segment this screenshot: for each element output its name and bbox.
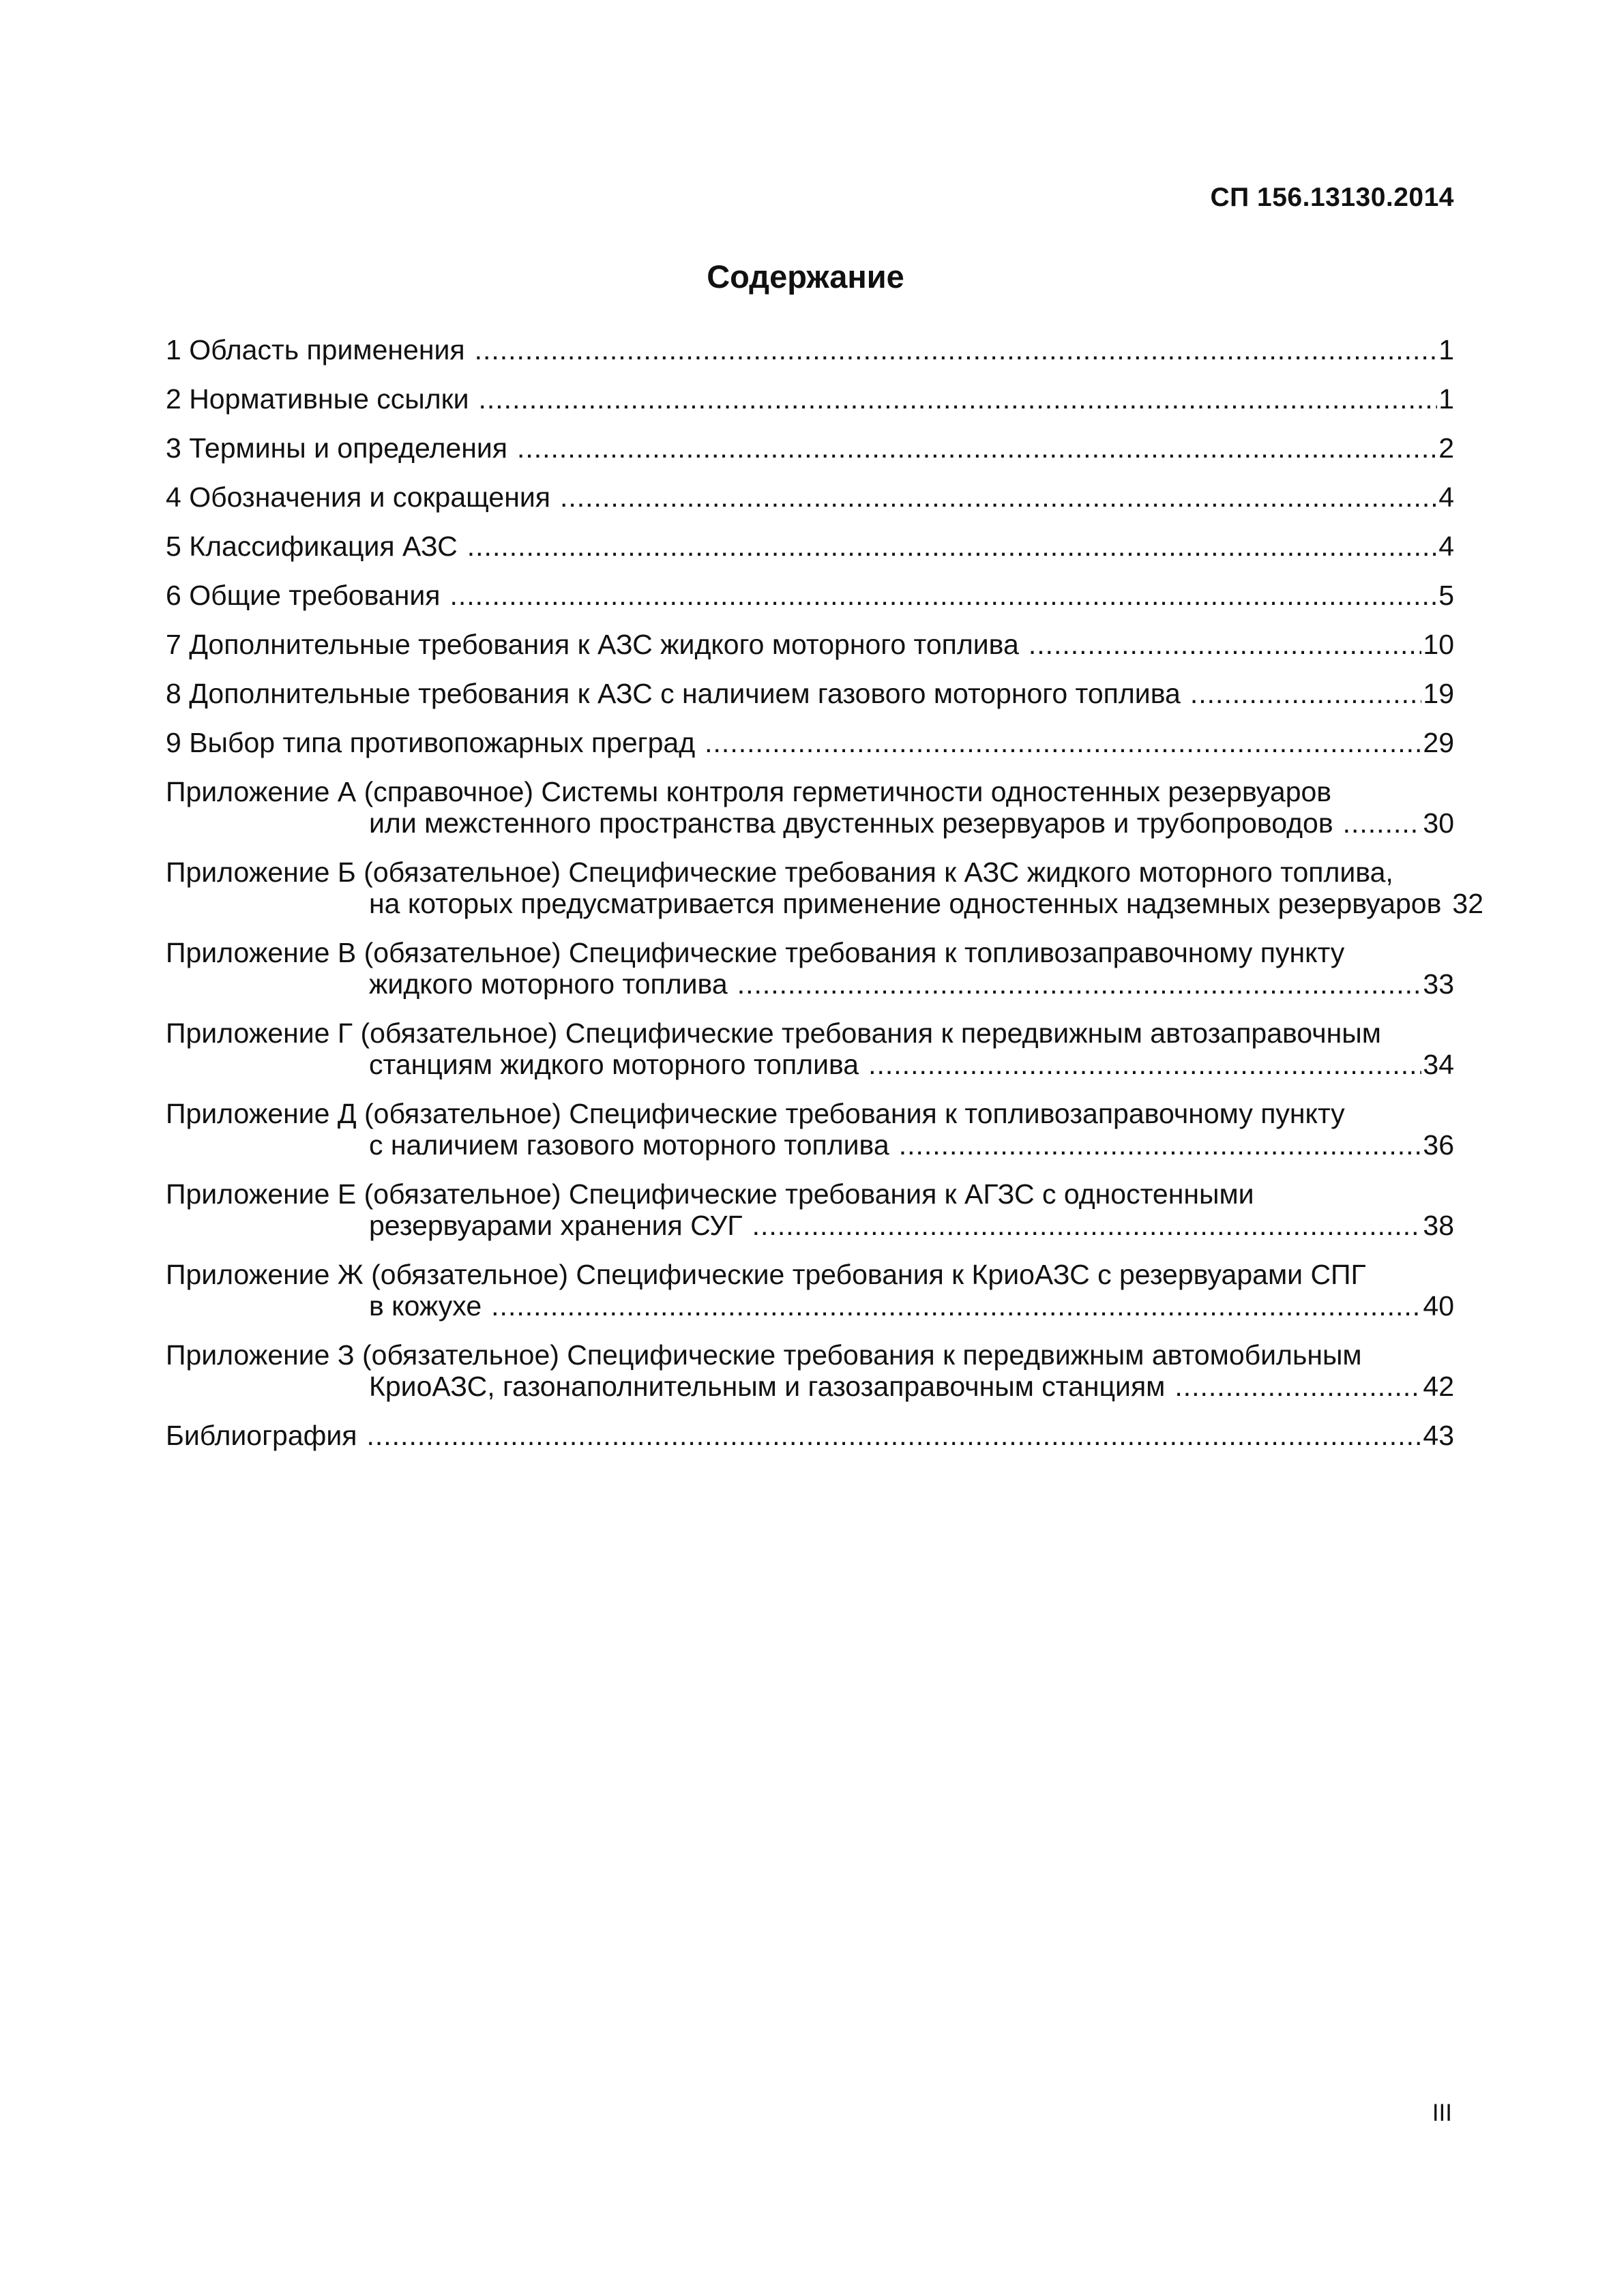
toc-page-number: 36 xyxy=(1423,1129,1454,1161)
toc-entry[interactable] xyxy=(166,678,1454,709)
toc-entry-text: или межстенного пространства двустенных резервуаров и трубопроводов xyxy=(369,807,1333,839)
toc-entry-text: 1 Область применения xyxy=(166,334,465,366)
toc-entry-line xyxy=(166,580,1454,611)
toc-entry-text: 7 Дополнительные требования к АЗС жидкого моторного топлива xyxy=(166,629,1019,660)
dot-leader xyxy=(517,432,1437,464)
toc-entry[interactable] xyxy=(166,383,1454,415)
toc-page-number: 4 xyxy=(1438,531,1454,562)
dot-leader xyxy=(1174,1371,1421,1402)
toc-entry[interactable] xyxy=(166,1339,1454,1402)
toc-page-number: 1 xyxy=(1438,383,1454,415)
toc-entry-text: 9 Выбор типа противопожарных преград xyxy=(166,727,696,758)
dot-leader xyxy=(479,383,1438,415)
toc-entry-line xyxy=(166,383,1454,415)
toc-entry-text: 4 Обозначения и сокращения xyxy=(166,481,550,513)
dot-leader xyxy=(752,1210,1422,1241)
toc-entry-text: Приложение Ж (обязательное) Специфические требования к КриоАЗС с резервуарами СПГ xyxy=(166,1259,1366,1290)
toc-entry-text: Приложение Д (обязательное) Специфические требования к топливозаправочному пункту xyxy=(166,1098,1345,1129)
toc-entry[interactable] xyxy=(166,937,1454,1000)
toc-entry-line xyxy=(166,1129,1454,1161)
dot-leader xyxy=(1343,807,1422,839)
toc-entry-text: 5 Классификация АЗС xyxy=(166,531,458,562)
toc-page-number: 1 xyxy=(1438,334,1454,366)
dot-leader xyxy=(560,481,1437,513)
toc-entry[interactable] xyxy=(166,629,1454,660)
toc-entry-line xyxy=(166,727,1454,758)
toc-entry[interactable] xyxy=(166,1178,1454,1241)
toc-entry[interactable] xyxy=(166,1420,1454,1451)
table-of-contents xyxy=(166,334,1484,1451)
toc-entry[interactable] xyxy=(166,580,1454,611)
dot-leader xyxy=(737,968,1422,1000)
toc-entry-line xyxy=(166,888,1484,919)
toc-page-number: 34 xyxy=(1423,1049,1454,1080)
toc-page-number: 4 xyxy=(1438,481,1454,513)
toc-entry[interactable] xyxy=(166,776,1454,839)
toc-entry[interactable] xyxy=(166,531,1454,562)
toc-entry-text: 6 Общие требования xyxy=(166,580,441,611)
toc-entry-line xyxy=(166,432,1454,464)
toc-entry-text: Библиография xyxy=(166,1420,357,1451)
toc-entry-line xyxy=(166,807,1454,839)
toc-entry[interactable] xyxy=(166,1259,1454,1322)
toc-entry-line xyxy=(166,334,1454,366)
dot-leader xyxy=(899,1129,1422,1161)
toc-page-number: 33 xyxy=(1423,968,1454,1000)
toc-entry-line xyxy=(166,1420,1454,1451)
toc-page-number: 30 xyxy=(1423,807,1454,839)
toc-entry-line xyxy=(166,629,1454,660)
toc-entry-text: 3 Термины и определения xyxy=(166,432,507,464)
dot-leader xyxy=(467,531,1437,562)
toc-entry-line xyxy=(166,968,1454,1000)
toc-entry-line xyxy=(166,678,1454,709)
toc-entry-text: Приложение Е (обязательное) Специфические требования к АГЗС с одностенными xyxy=(166,1178,1254,1210)
toc-entry-text: КриоАЗС, газонаполнительным и газозаправочным станциям xyxy=(369,1371,1166,1402)
toc-entry-text: 8 Дополнительные требования к АЗС с наличием газового моторного топлива xyxy=(166,678,1181,709)
document-code: СП 156.13130.2014 xyxy=(1210,183,1454,212)
toc-entry-text: Приложение В (обязательное) Специфические требования к топливозаправочному пункту xyxy=(166,937,1345,968)
toc-entry[interactable] xyxy=(166,856,1484,919)
page-number: III xyxy=(1432,2100,1452,2126)
dot-leader xyxy=(1029,629,1422,660)
dot-leader xyxy=(449,580,1437,611)
toc-entry[interactable] xyxy=(166,334,1454,366)
toc-entry-text: Приложение А (справочное) Системы контроля герметичности одностенных резервуаров xyxy=(166,776,1332,807)
dot-leader xyxy=(1190,678,1422,709)
toc-page-number: 40 xyxy=(1423,1290,1454,1322)
toc-title: Содержание xyxy=(707,258,904,295)
toc-page-number: 19 xyxy=(1423,678,1454,709)
dot-leader xyxy=(491,1290,1421,1322)
toc-entry-line xyxy=(166,1049,1454,1080)
toc-entry-text: с наличием газового моторного топлива xyxy=(369,1129,889,1161)
toc-entry-text: Приложение Б (обязательное) Специфические требования к АЗС жидкого моторного топлива, xyxy=(166,856,1393,888)
dot-leader xyxy=(705,727,1421,758)
toc-entry-line xyxy=(166,531,1454,562)
toc-entry-line xyxy=(166,1290,1454,1322)
toc-entry[interactable] xyxy=(166,481,1454,513)
toc-page-number: 32 xyxy=(1452,888,1484,919)
dot-leader xyxy=(366,1420,1421,1451)
toc-entry-text: в кожухе xyxy=(369,1290,482,1322)
toc-entry-text: 2 Нормативные ссылки xyxy=(166,383,469,415)
toc-entry-line xyxy=(166,1371,1454,1402)
toc-page-number: 38 xyxy=(1423,1210,1454,1241)
toc-entry-text: резервуарами хранения СУГ xyxy=(369,1210,743,1241)
toc-entry[interactable] xyxy=(166,432,1454,464)
toc-entry[interactable] xyxy=(166,1017,1454,1080)
dot-leader xyxy=(475,334,1438,366)
toc-entry[interactable] xyxy=(166,727,1454,758)
toc-page-number: 10 xyxy=(1423,629,1454,660)
dot-leader xyxy=(868,1049,1421,1080)
toc-entry[interactable] xyxy=(166,1098,1454,1161)
toc-entry-line xyxy=(166,481,1454,513)
toc-entry-text: жидкого моторного топлива xyxy=(369,968,728,1000)
toc-page-number: 42 xyxy=(1423,1371,1454,1402)
toc-entry-line xyxy=(166,1210,1454,1241)
toc-page-number: 5 xyxy=(1438,580,1454,611)
toc-page-number: 43 xyxy=(1423,1420,1454,1451)
toc-entry-text: на которых предусматривается применение одностенных надземных резервуаров xyxy=(369,888,1442,919)
toc-entry-text: станциям жидкого моторного топлива xyxy=(369,1049,859,1080)
toc-entry-text: Приложение Г (обязательное) Специфические требования к передвижным автозаправочным xyxy=(166,1017,1381,1049)
toc-page-number: 2 xyxy=(1438,432,1454,464)
toc-page-number: 29 xyxy=(1423,727,1454,758)
toc-entry-text: Приложение З (обязательное) Специфические требования к передвижным автомобильным xyxy=(166,1339,1362,1371)
